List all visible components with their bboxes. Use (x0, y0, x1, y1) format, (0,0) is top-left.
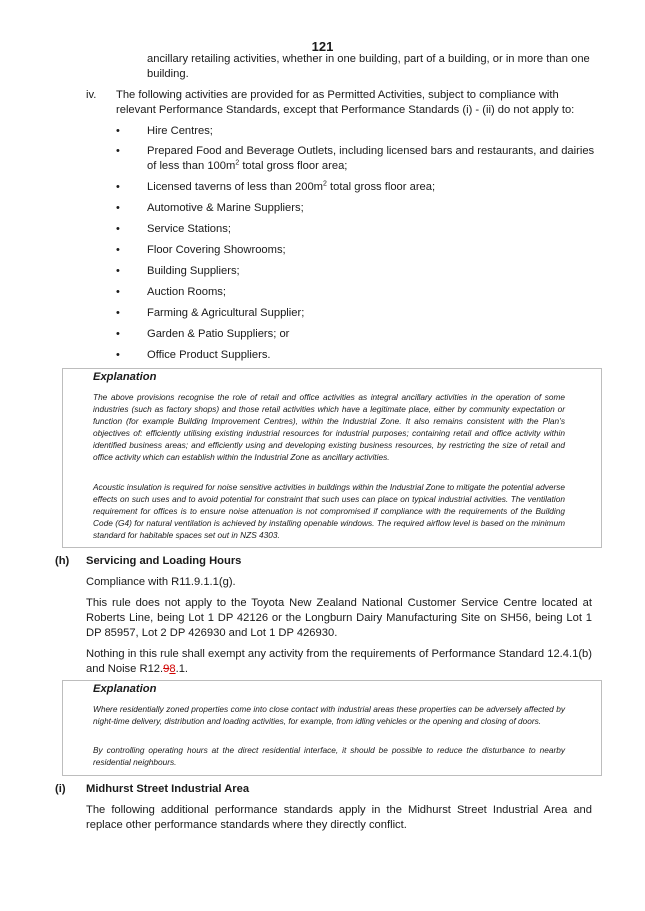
section-h-label: (h) (55, 555, 70, 567)
section-h-paragraph: This rule does not apply to the Toyota New Zealand National Customer Service Centre located at Roberts Line, being Lot 1 DP 42126 or the Longburn Dairy Manufacturing Site on SH56, being Lot 1 DP 85957, Lot 2 DP 426930 and Lot 1 DP 426930. (86, 597, 592, 639)
list-item: Farming & Agricultural Supplier; (147, 307, 305, 319)
bullet-icon: • (116, 125, 120, 137)
bullet-icon: • (116, 349, 120, 361)
section-i-title: Midhurst Street Industrial Area (86, 783, 250, 795)
section-i-label: (i) (55, 783, 66, 795)
bullet-icon: • (116, 307, 120, 319)
item-iv-numeral: iv. (86, 89, 97, 101)
list-item: Prepared Food and Beverage Outlets, including licensed bars and restaurants, and dairies of less than $100m^2$ total gross floor area; (147, 145, 595, 172)
list-item: Floor Covering Showrooms; (147, 244, 286, 256)
list-item: Licensed taverns of less than $200m^2$ total gross floor area; (147, 180, 436, 193)
page-number: 121 (311, 39, 334, 54)
explanation-box (62, 368, 602, 548)
section-h-paragraph: Nothing in this rule shall exempt any activity from the requirements of Performance Standard 12.4.1(b) and Noise R12.98.1. (86, 648, 592, 675)
explanation-paragraph: By controlling operating hours at the direct residential interface, it should be possible to reduce the disturbance to nearby residential neighbours. (93, 745, 565, 768)
explanation-heading: Explanation (93, 371, 157, 383)
explanation-heading: Explanation (93, 683, 157, 695)
list-item: Building Suppliers; (147, 265, 240, 277)
bullet-icon: • (116, 181, 120, 193)
explanation-paragraph: The above provisions recognise the role of retail and office activities as integral ancillary activities in the operation of some industries (such as factory shops) and those retail activities which have a legitimate place, either by community expectation or function (for example Building Improvement Centres), within the Industrial Zone. It also remains consistent with the Plan’s objectives of: efficiently utilising existing industrial resources for industrial purposes; containing retail and office activity within identified business areas; and efficiently using and developing existing business resources, by restricting the size of retail and office activity which can establish within the Industrial Zone as ancillary activities. (93, 392, 565, 463)
bullet-icon: • (116, 328, 120, 340)
item-iv-text: The following activities are provided for as Permitted Activities, subject to compliance with relevant Performance Standards, except that Performance Standards (i) - (ii) do not apply to: (116, 89, 575, 116)
bullet-icon: • (116, 244, 120, 256)
tracked-insertion: 8 (169, 663, 176, 675)
section-h-title: Servicing and Loading Hours (86, 555, 242, 567)
section-i-paragraph: The following additional performance standards apply in the Midhurst Street Industrial Area and replace other performance standards where they directly conflict. (86, 804, 592, 831)
explanation-box (62, 680, 602, 776)
list-item: Auction Rooms; (147, 286, 226, 298)
list-item: Garden & Patio Suppliers; or (147, 328, 290, 340)
bullet-icon: • (116, 286, 120, 298)
list-item: Service Stations; (147, 223, 231, 235)
explanation-paragraph: Where residentially zoned properties come into close contact with industrial areas these properties can be adversely affected by night-time delivery, distribution and loading activities, for example, from idling vehicles or the opening and closing of doors. (93, 704, 565, 727)
section-h-paragraph: Compliance with R11.9.1.1(g). (86, 576, 236, 588)
list-item: Office Product Suppliers. (147, 349, 271, 361)
explanation-paragraph: Acoustic insulation is required for noise sensitive activities in buildings within the Industrial Zone to mitigate the potential adverse effects on such uses and to avoid potential for constraint that such uses can place on typical industrial activities. The ventilation requirement for offices is to ensure noise attenuation is not compromised if compliance with the requirements of the Building Code (G4) for natural ventilation is achieved by installing openable windows. The required airflow level is based on the minimum standard for habitable spaces set out in NZS 4303. (93, 482, 565, 541)
bullet-icon: • (116, 223, 120, 235)
bullet-icon: • (116, 265, 120, 277)
tracked-deletion: 9 (163, 663, 170, 675)
list-item: Hire Centres; (147, 125, 213, 137)
bullet-icon: • (116, 145, 120, 157)
intro-continuation: ancillary retailing activities, whether in one building, part of a building, or in more than one building. (147, 53, 590, 80)
list-item: Automotive & Marine Suppliers; (147, 202, 304, 214)
bullet-icon: • (116, 202, 120, 214)
